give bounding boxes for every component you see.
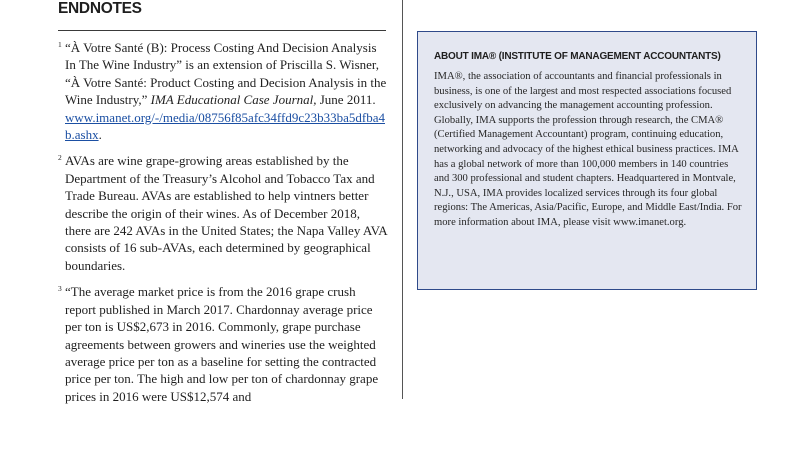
- endnotes-heading: ENDNOTES: [58, 0, 142, 17]
- endnote-text: “À Votre Santé (B): Process Costing And Decision Analysis In The Wine Industry” is an extension of Priscilla S. Wisner, “À Votre Santé: Product Costing and Decision Analysis in the Wine Industry,”: [65, 40, 387, 108]
- endnote-text: “The average market price is from the 2016 grape crush report published in March 2017. Chardonnay average price per ton is US$2,673 in 2016. Commonly, grape purchase agreements between growers and wineries use the weighted average price per ton as a baseline for setting the contracted price per ton. The high and low per ton of chardonnay grape prices in 2016 were US$12,574 and: [65, 284, 379, 404]
- about-body: IMA®, the association of accountants and financial professionals in business, is one of the largest and most respected associations focused exclusively on advancing the management accounting profession. Globally, IMA supports the profession through research, the CMA® (Certified Management Accountant) program, continuing education, networking and advocacy of the highest ethical business practices. IMA has a global network of more than 100,000 members in 140 countries and 300 professional and student chapters. Headquartered in Montvale, N.J., USA, IMA provides localized services through its four global regions: The Americas, Asia/Pacific, Europe, and Middle East/India. For more information about IMA, please visit www.imanet.org.: [434, 71, 742, 228]
- column-divider: [402, 0, 403, 399]
- endnote-number: 3: [58, 284, 62, 294]
- heading-rule: [58, 30, 386, 31]
- about-ima-box: [417, 31, 757, 290]
- endnote-number: 1: [58, 40, 62, 49]
- endnote-text: AVAs are wine grape-growing areas established by the Department of the Treasury’s Alcohol and Tobacco Tax and Trade Bureau. AVAs are established to help vintners better describe the origin of their wines. As of December 2018, there are 242 AVAs in the United States; the Napa Valley AVA consists of 16 sub-AVAs, each determined by geographical boundaries.: [65, 153, 387, 273]
- endnote-2: [58, 152, 388, 274]
- journal-title: IMA Educational Case Journal,: [150, 92, 317, 108]
- endnote-3: [58, 283, 388, 405]
- endnote-number: 2: [58, 153, 62, 163]
- endnote-1: [58, 39, 388, 143]
- endnote-date: June 2011.: [316, 92, 376, 108]
- endnote-link[interactable]: www.imanet.org/-/media/08756f85afc34ffd9c23b33ba5dfba4b.ashx: [65, 109, 385, 143]
- endnotes-list: [58, 39, 388, 414]
- about-title: ABOUT IMA® (INSTITUTE OF MANAGEMENT ACCOUNTANTS): [434, 51, 721, 62]
- endnote-tail: .: [98, 127, 102, 143]
